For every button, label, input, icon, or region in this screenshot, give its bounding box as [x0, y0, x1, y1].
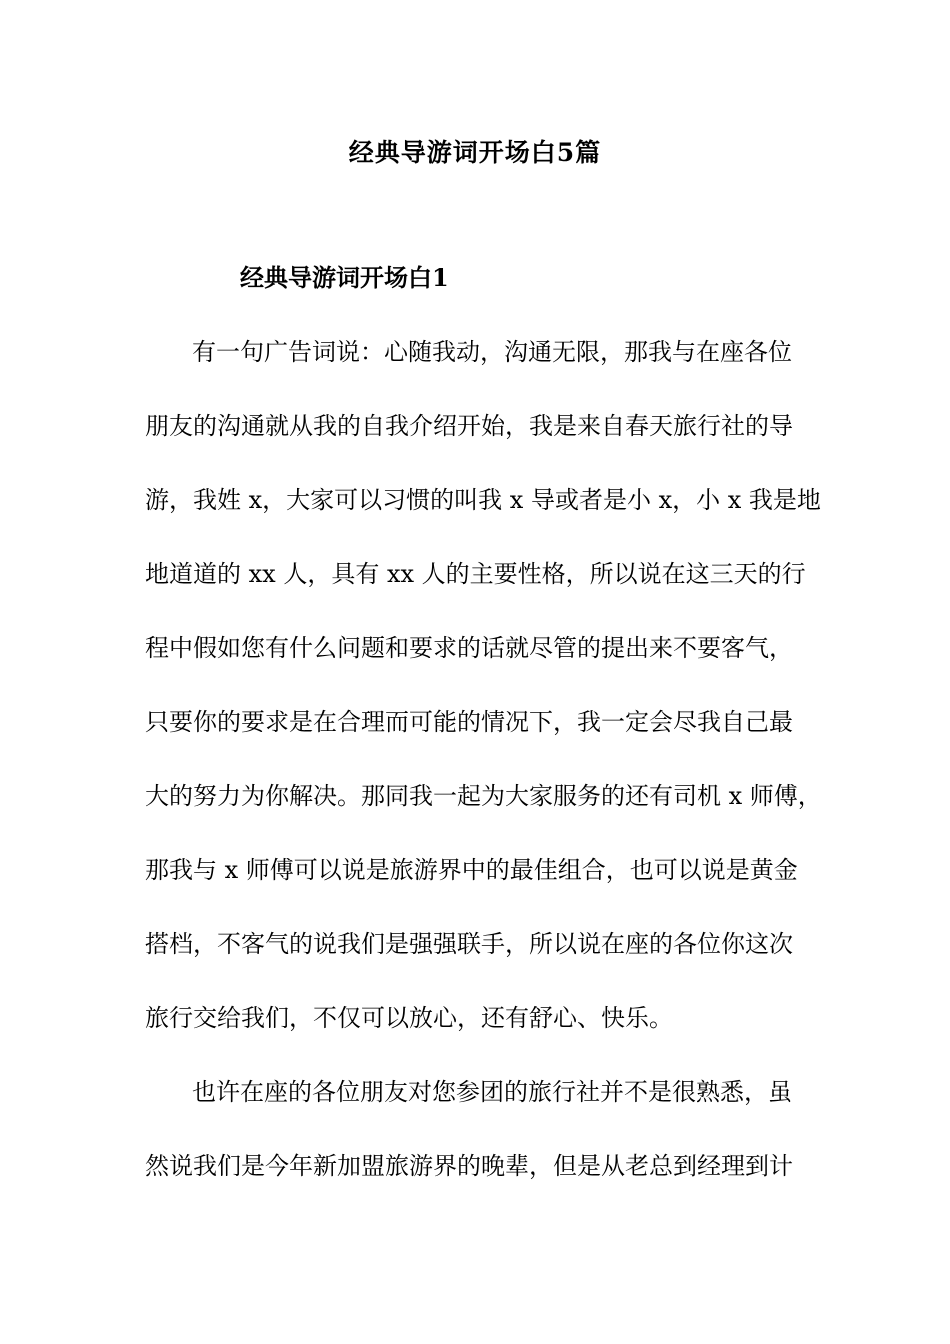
paragraph-1-line-4: 地道道的 xx 人，具有 xx 人的主要性格，所以说在这三天的行 [145, 560, 806, 588]
paragraph-1-line-9: 搭档，不客气的说我们是强强联手，所以说在座的各位你这次 [145, 930, 793, 958]
paragraph-1-line-2: 朋友的沟通就从我的自我介绍开始，我是来自春天旅行社的导 [145, 412, 793, 440]
paragraph-1-line-8: 那我与 x 师傅可以说是旅游界中的最佳组合，也可以说是黄金 [145, 856, 798, 884]
paragraph-2-line-2: 然说我们是今年新加盟旅游界的晚辈，但是从老总到经理到计 [145, 1152, 793, 1180]
document-title: 经典导游词开场白5篇 [348, 138, 602, 167]
paragraph-1-line-6: 只要你的要求是在合理而可能的情况下，我一定会尽我自己最 [145, 708, 793, 736]
paragraph-2-line-1: 也许在座的各位朋友对您参团的旅行社并不是很熟悉，虽 [192, 1078, 792, 1106]
section-heading: 经典导游词开场白1 [240, 263, 449, 292]
paragraph-1-line-5: 程中假如您有什么问题和要求的话就尽管的提出来不要客气， [145, 634, 793, 662]
paragraph-1-line-10: 旅行交给我们，不仅可以放心，还有舒心、快乐。 [145, 1004, 673, 1032]
paragraph-1-line-1: 有一句广告词说：心随我动，沟通无限，那我与在座各位 [192, 338, 792, 366]
paragraph-1-line-3: 游，我姓 x，大家可以习惯的叫我 x 导或者是小 x，小 x 我是地 [145, 486, 821, 514]
paragraph-1-line-7: 大的努力为你解决。那同我一起为大家服务的还有司机 x 师傅， [145, 782, 822, 810]
